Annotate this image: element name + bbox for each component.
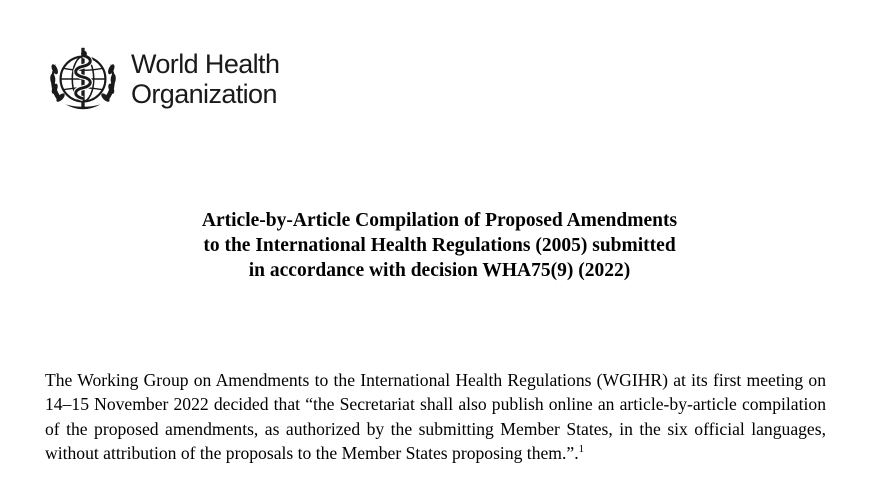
title-line2: to the International Health Regulations (2005) submitted <box>203 235 676 256</box>
organization-name <box>131 49 279 109</box>
intro-paragraph <box>45 368 826 466</box>
title-line1: Article-by-Article Compilation of Proposed Amendments <box>201 210 678 231</box>
who-emblem-icon <box>44 40 122 118</box>
org-name-line2: Organization <box>131 79 277 109</box>
footnote-reference[interactable]: 1 <box>578 443 585 456</box>
who-logo <box>44 40 279 118</box>
org-name-line1: World Health <box>131 49 280 79</box>
document-title <box>0 208 879 283</box>
title-line3: in accordance with decision WHA75(9) (2022) <box>248 260 631 281</box>
intro-paragraph-text: The Working Group on Amendments to the International Health Regulations (WGIHR) at its first meeting on 14–15 November 2022 decided that “the Secretariat shall also publish online an article-by-article compilation of the proposed amendments, as authorized by the submitting Member States, in the six official languages, without attribution of the proposals to the Member States proposing them.”. <box>45 369 826 464</box>
